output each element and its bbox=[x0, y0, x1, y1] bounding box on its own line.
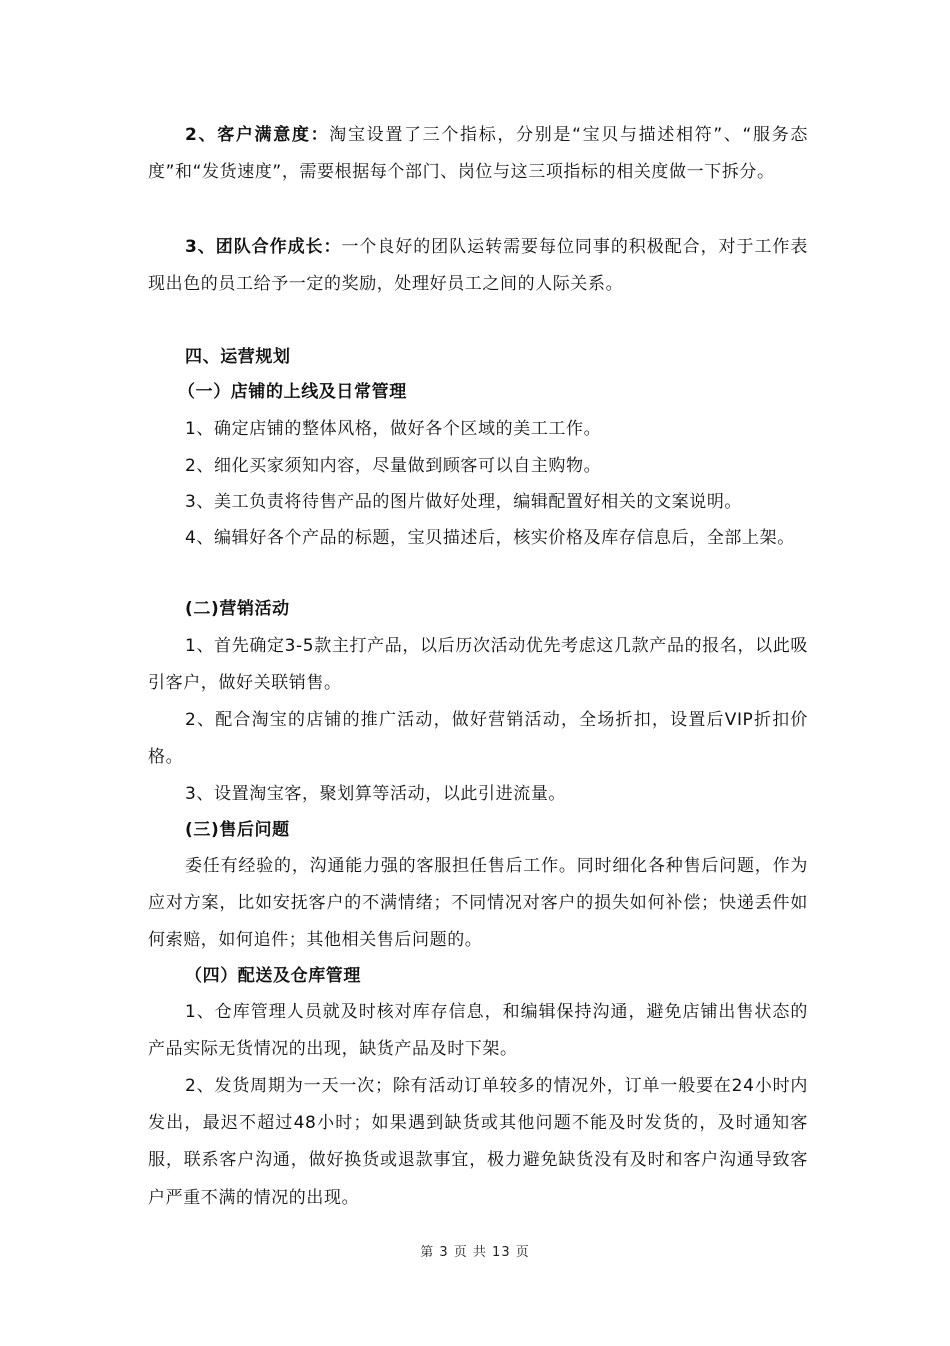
list-item: 4、编辑好各个产品的标题，宝贝描述后，核实价格及库存信息后，全部上架。 bbox=[185, 528, 795, 548]
list-item: 3、美工负责将待售产品的图片做好处理，编辑配置好相关的文案说明。 bbox=[185, 492, 743, 512]
item-lead: 2、客户满意度： bbox=[185, 125, 330, 145]
section-title: 四、运营规划 bbox=[185, 347, 291, 367]
list-item: 2、发货周期为一天一次；除有活动订单较多的情况外，订单一般要在24小时内发出，最迟不超过48小时；如果遇到缺货或其他问题不能及时发货的，及时通知客服，联系客户沟通，做好换货或退款事宜，极力避免缺货没有及时和客户沟通导致客户严重不满的情况的出现。 bbox=[148, 1076, 808, 1208]
paragraph-customer-satisfaction bbox=[148, 117, 808, 191]
paragraph-team-growth bbox=[148, 229, 808, 303]
list-item: 1、确定店铺的整体风格，做好各个区域的美工工作。 bbox=[185, 419, 602, 439]
list-item: 2、配合淘宝的店铺的推广活动，做好营销活动，全场折扣，设置后VIP折扣价格。 bbox=[148, 710, 808, 768]
paragraph-after-sales: 委任有经验的，沟通能力强的客服担任售后工作。同时细化各种售后问题，作为应对方案，比如安抚客户的不满情绪；不同情况对客户的损失如何补偿；快递丢件如何索赔，如何追件；其他相关售后问题的。 bbox=[148, 856, 808, 951]
list-item: 1、仓库管理人员就及时核对库存信息，和编辑保持沟通，避免店铺出售状态的产品实际无货情况的出现，缺货产品及时下架。 bbox=[148, 1002, 808, 1060]
subsection-title-1: （一）店铺的上线及日常管理 bbox=[178, 382, 407, 402]
subsection-title-4: （四）配送及仓库管理 bbox=[185, 966, 361, 986]
item-lead: 3、团队合作成长： bbox=[185, 237, 342, 257]
list-item: 2、细化买家须知内容，尽量做到顾客可以自主购物。 bbox=[185, 456, 602, 476]
subsection-title-3: (三)售后问题 bbox=[185, 820, 290, 840]
list-item: 3、设置淘宝客，聚划算等活动，以此引进流量。 bbox=[185, 784, 567, 804]
item-body: 淘宝设置了三个指标，分别是“宝贝与描述相符”、“服务态度”和“发货速度”，需要根据每个部门、岗位与这三项指标的相关度做一下拆分。 bbox=[148, 125, 808, 183]
subsection-title-2: (二)营销活动 bbox=[185, 599, 290, 619]
page-number-footer: 第 3 页 共 13 页 bbox=[420, 1245, 530, 1260]
item-body: 一个良好的团队运转需要每位同事的积极配合，对于工作表现出色的员工给予一定的奖励，处理好员工之间的人际关系。 bbox=[148, 237, 808, 295]
list-item: 1、首先确定3-5款主打产品，以后历次活动优先考虑这几款产品的报名，以此吸引客户，做好关联销售。 bbox=[148, 636, 808, 694]
